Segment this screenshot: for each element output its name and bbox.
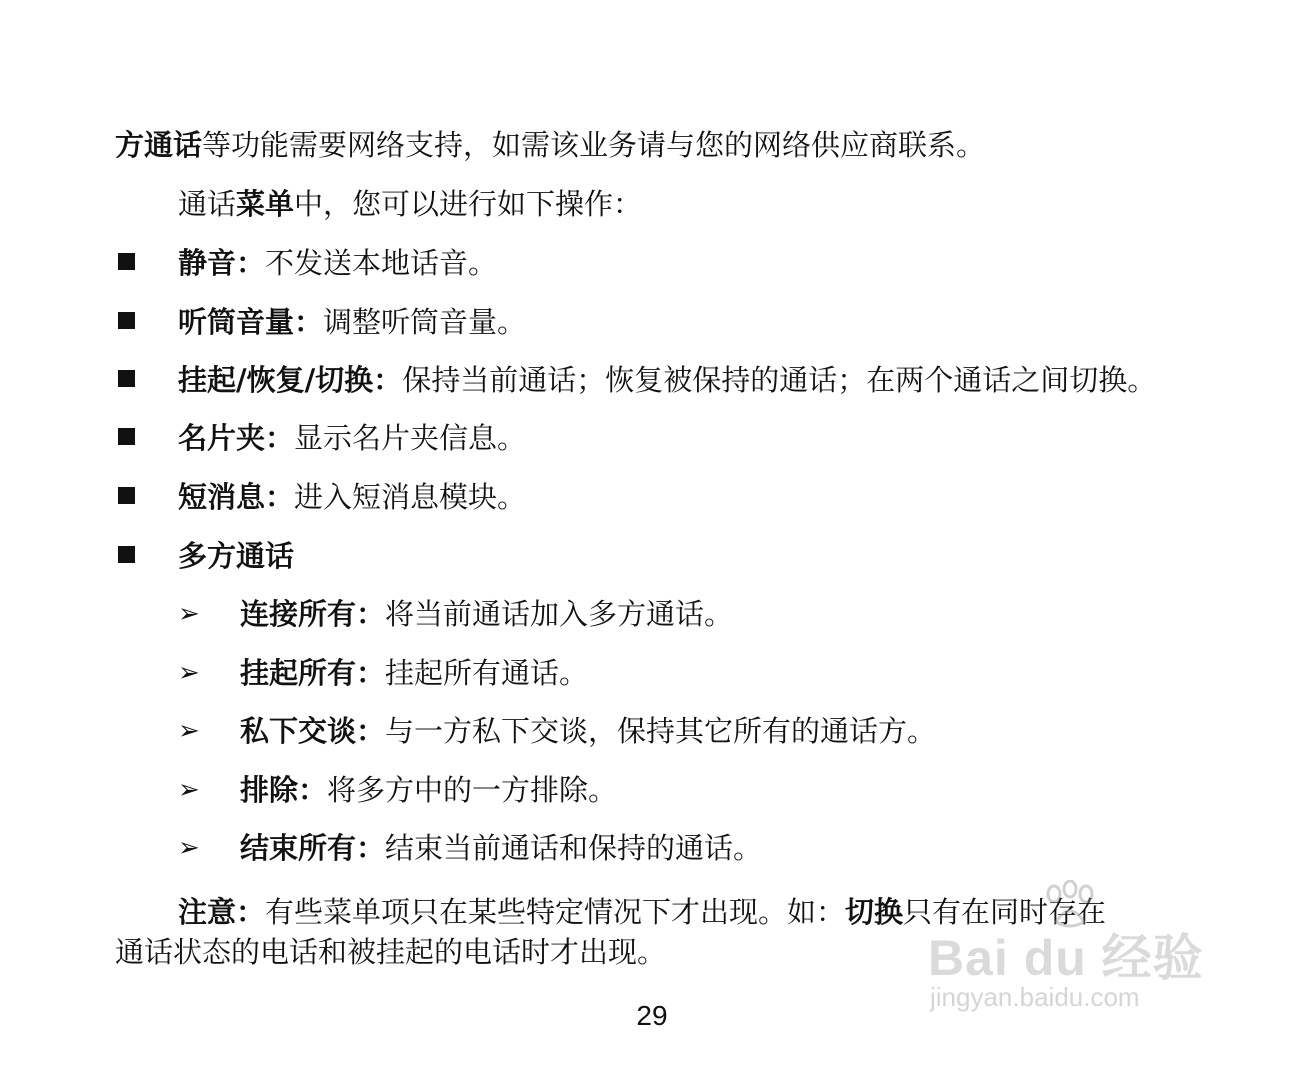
- sub-desc: 结束当前通话和保持的通话。: [385, 831, 763, 865]
- arrow-bullet-icon: ➢: [178, 775, 200, 805]
- list-item: [178, 245, 497, 281]
- note-label: 注意：: [178, 895, 266, 929]
- watermark-url: jingyan.baidu.com: [930, 982, 1140, 1012]
- square-bullet-icon: [118, 428, 135, 445]
- intro-bold: 方通话: [115, 128, 203, 162]
- sub-term: 排除：: [240, 773, 328, 807]
- sub-term: 挂起所有：: [240, 656, 386, 690]
- arrow-bullet-icon: ➢: [178, 658, 200, 688]
- list-item: [178, 362, 1156, 398]
- note-bold-term: 切换: [845, 895, 904, 929]
- sub-desc: 将当前通话加入多方通话。: [385, 597, 734, 631]
- sub-term: 连接所有：: [240, 597, 386, 631]
- sub-desc: 与一方私下交谈，保持其它所有的通话方。: [385, 714, 937, 748]
- sub-term: 结束所有：: [240, 831, 386, 865]
- square-bullet-icon: [118, 312, 135, 329]
- menu-intro-bold: 菜单: [236, 187, 295, 221]
- baidu-jingyan-watermark: [922, 880, 1222, 1030]
- list-item: [178, 420, 526, 456]
- sub-list-item: [240, 830, 762, 866]
- sub-desc: 挂起所有通话。: [385, 656, 589, 690]
- bullet-term: 静音：: [178, 246, 266, 280]
- note-text-3: 通话状态的电话和被挂起的电话时才出现。: [115, 935, 667, 969]
- sub-list-item: [240, 655, 588, 691]
- bullet-term: 多方通话: [178, 539, 295, 573]
- square-bullet-icon: [118, 487, 135, 504]
- sub-desc: 将多方中的一方排除。: [327, 773, 618, 807]
- sub-list-item: [240, 596, 733, 632]
- bullet-desc: 不发送本地话音。: [265, 246, 498, 280]
- bullet-desc: 显示名片夹信息。: [294, 421, 527, 455]
- menu-intro-line: [178, 186, 642, 222]
- arrow-bullet-icon: ➢: [178, 833, 200, 863]
- bullet-term: 短消息：: [178, 480, 295, 514]
- sub-list-item: [240, 772, 617, 808]
- list-item: [178, 479, 526, 515]
- intro-line: [115, 127, 985, 163]
- sub-term: 私下交谈：: [240, 714, 386, 748]
- menu-intro-pre: 通话: [178, 187, 237, 221]
- bullet-term: 名片夹：: [178, 421, 295, 455]
- note-text-2: 只有在同时存在: [903, 895, 1107, 929]
- arrow-bullet-icon: ➢: [178, 599, 200, 629]
- square-bullet-icon: [118, 546, 135, 563]
- note-text: 有些菜单项只在某些特定情况下才出现。如：: [265, 895, 846, 929]
- square-bullet-icon: [118, 253, 135, 270]
- intro-text: 等功能需要网络支持，如需该业务请与您的网络供应商联系。: [202, 128, 986, 162]
- menu-intro-post: 中，您可以进行如下操作：: [294, 187, 643, 221]
- bullet-desc: 进入短消息模块。: [294, 480, 527, 514]
- note-line-2: [115, 934, 666, 970]
- watermark-brand: Bai du 经验: [928, 930, 1204, 986]
- arrow-bullet-icon: ➢: [178, 716, 200, 746]
- page-number: 29: [636, 1000, 668, 1031]
- bullet-term: 挂起/恢复/切换：: [178, 363, 403, 397]
- sub-list-item: [240, 713, 936, 749]
- square-bullet-icon: [118, 370, 135, 387]
- bullet-desc: 保持当前通话；恢复被保持的通话；在两个通话之间切换。: [402, 363, 1157, 397]
- bullet-desc: 调整听筒音量。: [323, 305, 527, 339]
- list-item: [178, 304, 526, 340]
- list-item: [178, 538, 294, 574]
- bullet-term: 听筒音量：: [178, 305, 324, 339]
